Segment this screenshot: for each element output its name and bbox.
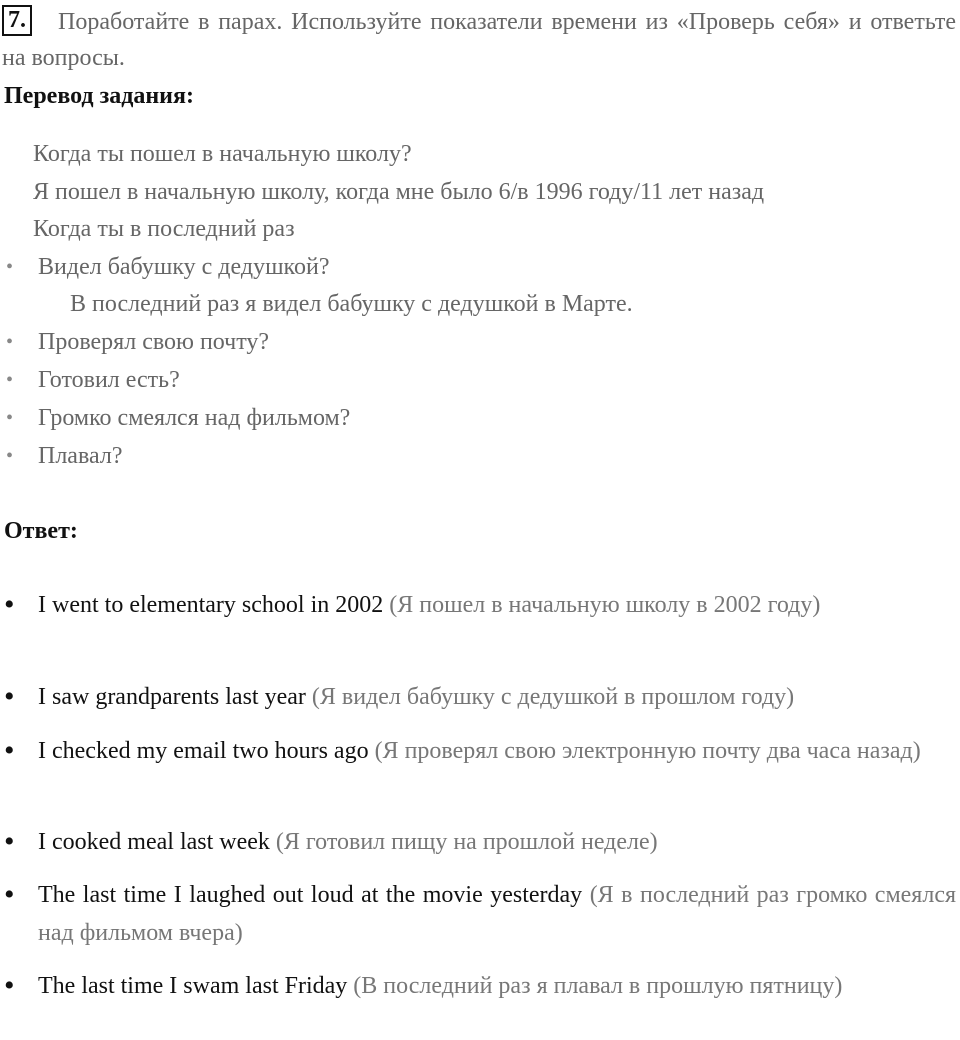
answer-bullet: • [4, 878, 15, 911]
translation-bullet-text: Громко смеялся над фильмом? [38, 405, 351, 431]
answer-text [38, 678, 956, 716]
translation-bullet-text: Видел бабушку с дедушкой? [38, 254, 330, 280]
translation-bullet: • [6, 256, 14, 278]
answer-russian: (Я видел бабушку с дедушкой в прошлом году) [311, 684, 795, 710]
answer-english: I checked my email two hours ago [38, 738, 369, 764]
task-number-box: 7. [2, 5, 32, 36]
answer-english: I went to elementary school in 2002 [38, 592, 384, 618]
answer-english: I cooked meal last week [38, 829, 270, 855]
answer-russian: (Я в последний раз громко смеялся над фильмом вчера) [38, 882, 957, 946]
answer-bullet: • [4, 680, 15, 713]
translation-line: Я пошел в начальную школу, когда мне было 6/в 1996 году/11 лет назад [33, 179, 765, 205]
answer-english: I saw grandparents last year [38, 684, 306, 710]
answer-russian: (В последний раз я плавал в прошлую пятницу) [353, 973, 843, 999]
answer-bullet: • [4, 825, 15, 858]
answer-bullet: • [4, 969, 15, 1002]
task-instruction-block [2, 4, 956, 76]
translation-bullet-text: Готовил есть? [38, 367, 180, 393]
answer-bullet: • [4, 734, 15, 767]
translation-bullet-text: Проверял свою почту? [38, 329, 270, 355]
translation-sub-answer: В последний раз я видел бабушку с дедушкой в Марте. [70, 291, 633, 317]
answer-russian: (Я проверял свою электронную почту два часа назад) [374, 738, 921, 764]
answer-text [38, 732, 956, 770]
task-instruction-text: Поработайте в парах. Используйте показатели времени из «Проверь себя» и ответьте на вопросы. [2, 9, 956, 71]
answer-text [38, 967, 956, 1005]
answer-heading: Ответ: [4, 518, 78, 544]
answer-russian: (Я пошел в начальную школу в 2002 году) [389, 592, 821, 618]
translation-bullet: • [6, 369, 14, 391]
answer-english: The last time I laughed out loud at the movie yesterday [38, 882, 583, 908]
answer-text [38, 876, 956, 952]
answer-russian: (Я готовил пищу на прошлой неделе) [275, 829, 658, 855]
translation-bullet-text: Плавал? [38, 443, 123, 469]
answer-bullet: • [4, 588, 15, 621]
answer-text [38, 823, 956, 861]
translation-heading: Перевод задания: [4, 83, 194, 109]
translation-bullet: • [6, 331, 14, 353]
translation-bullet: • [6, 407, 14, 429]
translation-line: Когда ты в последний раз [33, 216, 295, 242]
translation-bullet: • [6, 445, 14, 467]
answer-text [38, 586, 956, 624]
answer-english: The last time I swam last Friday [38, 973, 348, 999]
translation-line: Когда ты пошел в начальную школу? [33, 141, 412, 167]
